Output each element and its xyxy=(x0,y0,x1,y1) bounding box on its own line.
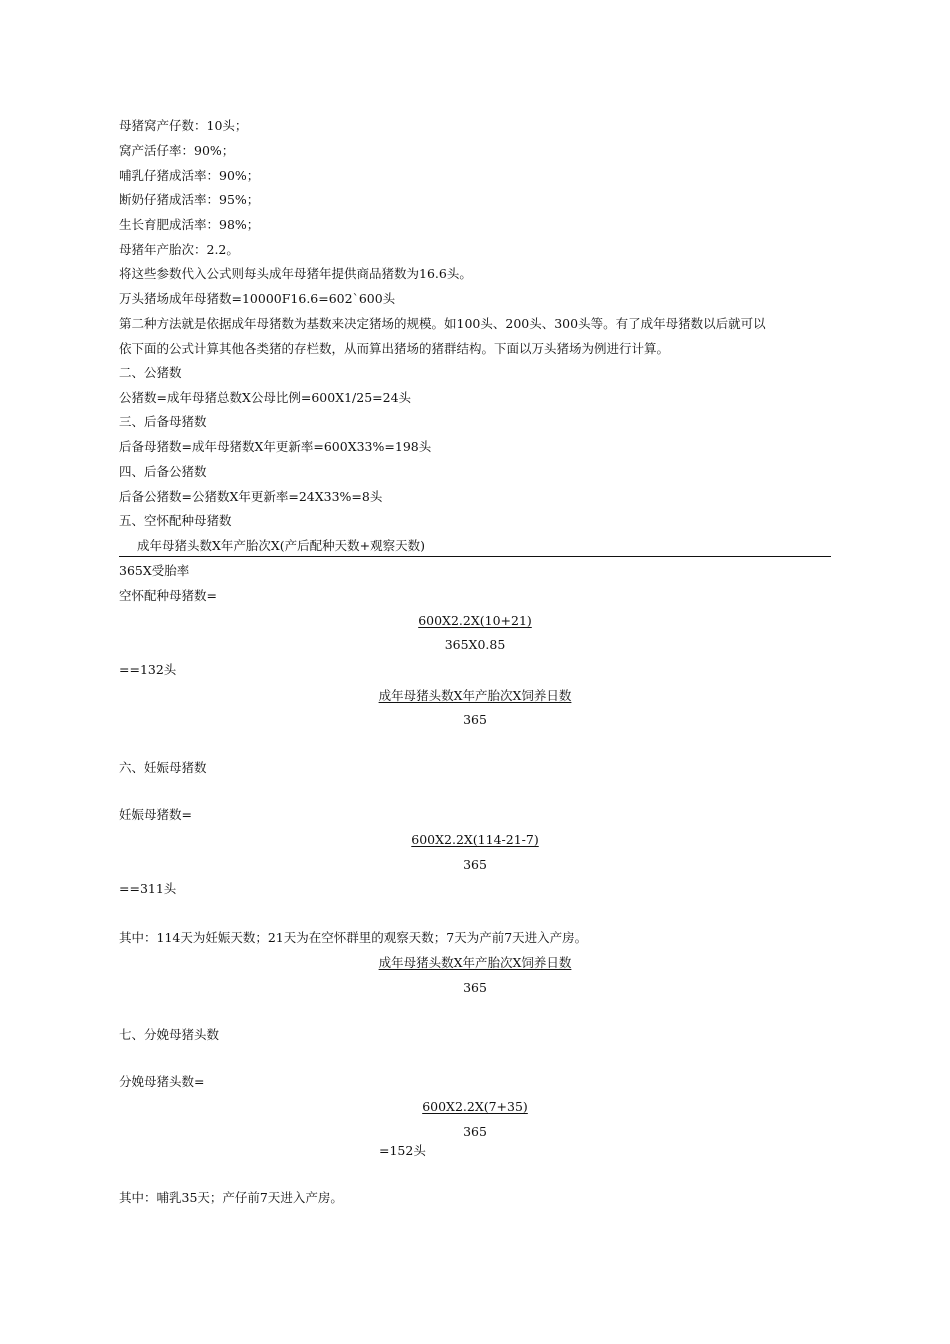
fraction-numerator: 600X2.2X(114-21-7) xyxy=(411,832,539,847)
fraction-numerator: 成年母猪头数X年产胎次X饲养日数 xyxy=(378,955,572,970)
fraction-denominator: 365 xyxy=(463,857,487,872)
note-line: 其中：哺乳35天；产仔前7天进入产房。 xyxy=(119,1190,343,1205)
fraction-rule xyxy=(119,556,831,557)
fraction-numerator: 600X2.2X(7+35) xyxy=(422,1099,528,1114)
fraction-denominator: 365 xyxy=(463,980,487,995)
section-heading: 七、分娩母猪头数 xyxy=(119,1027,220,1042)
formula-line: 后备公猪数=公猪数X年更新率=24X33%=8头 xyxy=(119,489,383,504)
fraction-numerator: 600X2.2X(10+21) xyxy=(418,613,532,628)
section-heading: 四、后备公猪数 xyxy=(119,464,207,479)
fraction-numerator: 成年母猪头数X年产胎次X(产后配种天数+观察天数) xyxy=(137,538,426,553)
note-line: 其中：114天为妊娠天数；21天为在空怀群里的观察天数；7天为产前7天进入产房。 xyxy=(119,930,588,945)
text-line: 窝产活仔率：90%； xyxy=(119,143,235,158)
text-line: 哺乳仔猪成活率：90%； xyxy=(119,168,260,183)
formula-label: 妊娠母猪数= xyxy=(119,807,192,822)
formula-result: ==311头 xyxy=(119,881,177,896)
paragraph-line: 依下面的公式计算其他各类猪的存栏数，从而算出猪场的猪群结构。下面以万头猪场为例进行计算。 xyxy=(119,341,670,356)
fraction-denominator: 365 xyxy=(463,712,487,727)
text-line: 万头猪场成年母猪数=10000F16.6=602`600头 xyxy=(119,291,396,306)
fraction-numerator: 成年母猪头数X年产胎次X饲养日数 xyxy=(378,688,572,703)
paragraph-line: 第二种方法就是依据成年母猪数为基数来决定猪场的规模。如100头、200头、300头等。有了成年母猪数以后就可以 xyxy=(119,316,766,331)
text-line: 生长育肥成活率：98%； xyxy=(119,217,260,232)
formula-line: 公猪数=成年母猪总数X公母比例=600X1/25=24头 xyxy=(119,390,412,405)
text-line: 母猪窝产仔数：10头； xyxy=(119,118,248,133)
fraction-denominator: 365X受胎率 xyxy=(119,563,190,578)
text-line: 母猪年产胎次：2.2。 xyxy=(119,242,239,257)
formula-label: 空怀配种母猪数= xyxy=(119,588,217,603)
fraction-denominator: 365 xyxy=(463,1124,487,1139)
section-heading: 三、后备母猪数 xyxy=(119,414,207,429)
text-line: 断奶仔猪成活率：95%； xyxy=(119,192,260,207)
formula-result: =152头 xyxy=(379,1143,426,1158)
text-line: 将这些参数代入公式则每头成年母猪年提供商品猪数为16.6头。 xyxy=(119,266,472,281)
formula-line: 后备母猪数=成年母猪数X年更新率=600X33%=198头 xyxy=(119,439,432,454)
formula-label: 分娩母猪头数= xyxy=(119,1074,205,1089)
fraction-denominator: 365X0.85 xyxy=(444,637,506,652)
section-heading: 五、空怀配种母猪数 xyxy=(119,513,232,528)
formula-result: ==132头 xyxy=(119,662,177,677)
section-heading: 六、妊娠母猪数 xyxy=(119,760,207,775)
section-heading: 二、公猪数 xyxy=(119,365,182,380)
